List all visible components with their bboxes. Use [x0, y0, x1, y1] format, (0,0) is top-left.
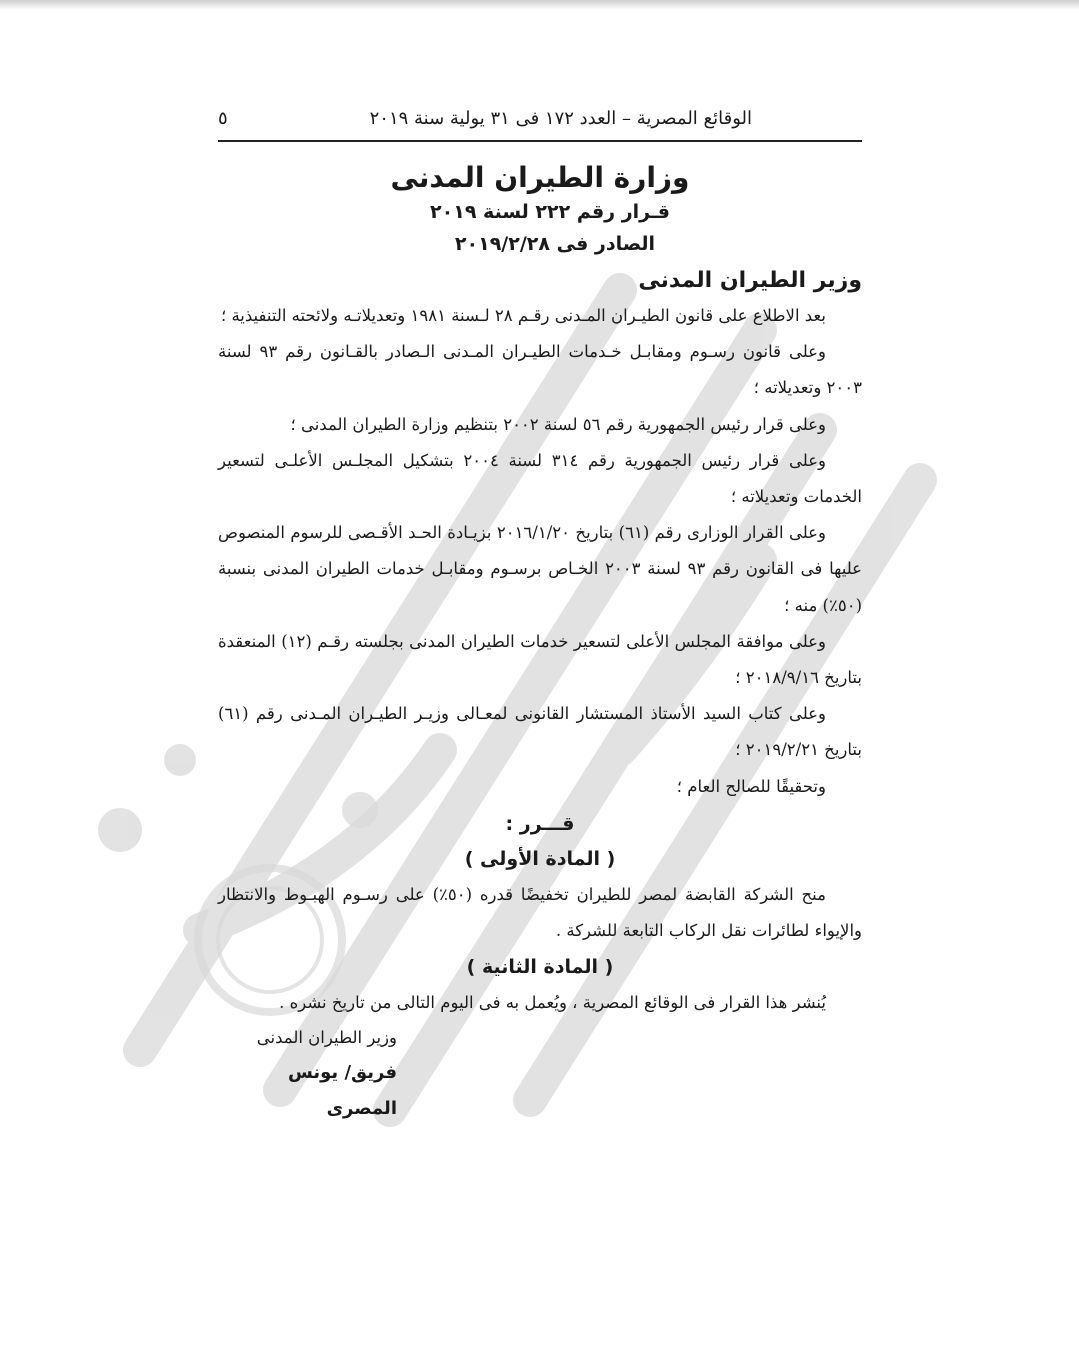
- article-1-title: ( المادة الأولى ): [464, 847, 616, 870]
- article-paragraph: منح الشركة القابضة لمصر للطيران تخفيضًا قدره (٥٠٪) على رسـوم الهبـوط والانتظار والإيواء لطائرات نقل الركاب التابعة للشركة .: [218, 884, 862, 941]
- ministry-title: وزارة الطيران المدنى: [390, 161, 690, 194]
- preamble: [218, 298, 862, 805]
- article-2-title: ( المادة الثانية ): [466, 956, 614, 979]
- article-paragraph: يُنشر هذا القرار فى الوقائع المصرية ، ويُعمل به فى اليوم التالى من تاريخ نشره .: [279, 993, 826, 1013]
- preamble-paragraph: وعلى قانون رسـوم ومقابـل خـدمات الطيـران المـدنى الـصادر بالقـانون رقم ٩٣ لسنة ٢٠٠٣ وتعديلاته ؛: [218, 342, 862, 398]
- decree-issue-date: الصادر فى ٢٠١٩/٢/٢٨: [454, 233, 656, 255]
- preamble-paragraph: وعلى كتاب السيد الأستاذ المستشار القانونى لمعـالى وزيـر الطيـران المـدنى رقم (٦١) بتاريخ ٢٠١٩/٢/٢١ ؛: [218, 704, 862, 760]
- minister-heading: وزير الطيران المدنى: [638, 268, 862, 293]
- signature-title: وزير الطيران المدنى: [256, 1028, 397, 1048]
- article-2-body: [218, 985, 862, 1021]
- article-1-body: [218, 877, 862, 949]
- preamble-paragraph: وعلى قرار رئيس الجمهورية رقم ٥٦ لسنة ٢٠٠٢ بتنظيم وزارة الطيران المدنى ؛: [290, 414, 826, 434]
- running-header: [218, 100, 862, 142]
- preamble-paragraph: وعلى موافقة المجلس الأعلى لتسعير خدمات الطيران المدنى بجلسته رقـم (١٢) المنعقدة بتاريخ ٢٠١٨/٩/١٦ ؛: [218, 631, 862, 688]
- decides-heading: قـــرر :: [505, 812, 575, 835]
- page-top-shadow: [0, 0, 1079, 10]
- preamble-paragraph: وتحقيقًا للصالح العام ؛: [676, 776, 826, 796]
- preamble-paragraph: وعلى قرار رئيس الجمهورية رقم ٣١٤ لسنة ٢٠٠٤ بتشكيل المجلـس الأعلـى لتسعير الخدمات وتعديلاته ؛: [218, 450, 862, 507]
- preamble-paragraph: وعلى القرار الوزارى رقم (٦١) بتاريخ ٢٠١٦/١/٢٠ بزيـادة الحـد الأقـصى للرسوم المنصوص عليها فى القانون رقم ٩٣ لسنة ٢٠٠٣ الخـاص برسـوم ومقابـل خدمات الطيران المدنى بنسبة (٥٠٪) منه ؛: [218, 523, 862, 615]
- preamble-paragraph: بعد الاطلاع على قانون الطيـران المـدنى رقـم ٢٨ لـسنة ١٩٨١ وتعديلاتـه ولائحته التنفيذية ؛: [220, 306, 826, 325]
- gazette-page: [218, 100, 862, 1127]
- signature-name: فريق/ يونس المصرى: [287, 1062, 397, 1120]
- decree-number: قـرار رقم ٢٢٢ لسنة ٢٠١٩: [430, 201, 670, 223]
- running-title: الوقائع المصرية – العدد ١٧٢ فى ٣١ يولية سنة ٢٠١٩: [369, 108, 752, 129]
- page-number: ٥: [218, 108, 228, 129]
